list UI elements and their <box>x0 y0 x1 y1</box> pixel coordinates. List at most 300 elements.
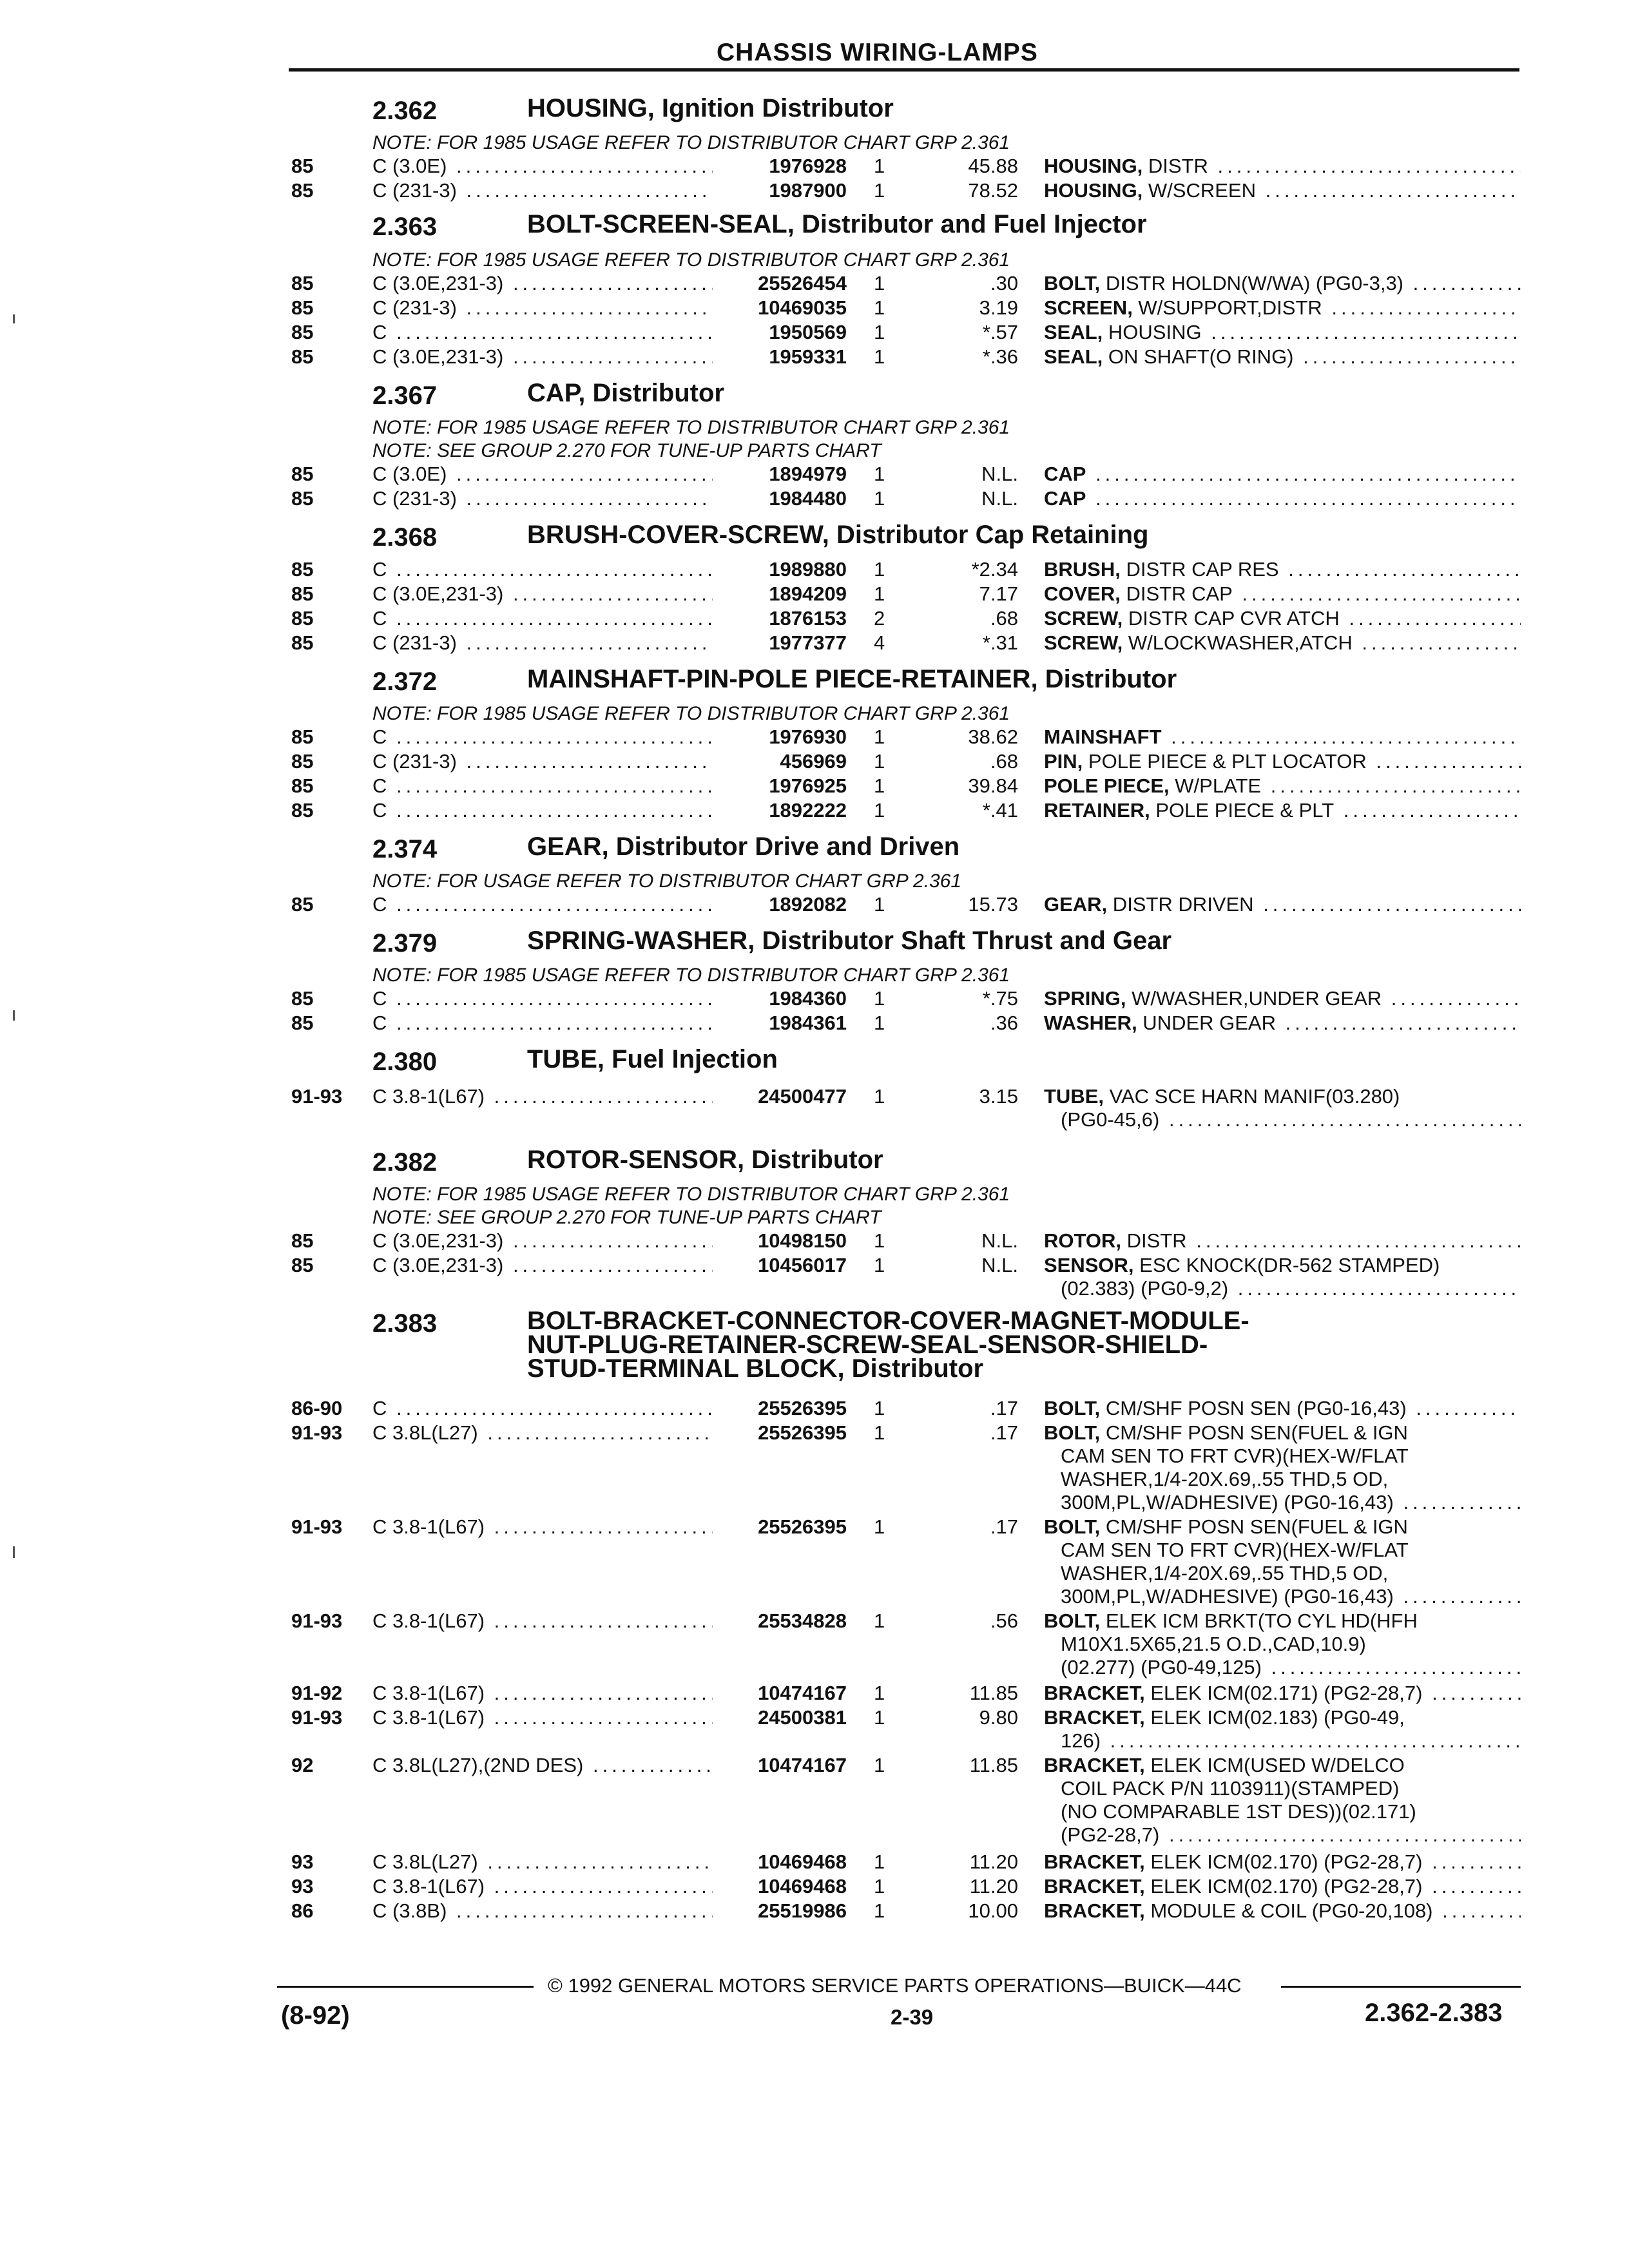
part-description <box>1044 463 1521 486</box>
part-model: C 3.8-1(L67) ..... <box>372 1875 713 1898</box>
part-year: 93 <box>291 1850 314 1873</box>
part-model: C 3.8-1(L67) ..... <box>372 1515 713 1539</box>
part-year: 91-93 <box>291 1610 343 1632</box>
part-number: 10456017 <box>758 1254 847 1276</box>
part-year: 92 <box>291 1754 314 1776</box>
part-year: 85 <box>291 463 314 485</box>
part-price: 10.00 <box>968 1899 1018 1922</box>
part-price: .36 <box>990 1012 1018 1034</box>
description-line <box>1044 799 1521 822</box>
part-number: 25526395 <box>758 1397 847 1419</box>
part-quantity: 1 <box>874 1229 885 1252</box>
description-line <box>1044 558 1521 581</box>
description-text: WASHER,1/4-20X.69,.55 THD,5 OD, <box>1061 1562 1389 1584</box>
description-line <box>1044 987 1521 1010</box>
description-line <box>1044 1633 1521 1656</box>
description-line <box>1044 1682 1521 1705</box>
part-quantity: 1 <box>874 321 885 343</box>
footer-copyright: © 1992 GENERAL MOTORS SERVICE PARTS OPERATIONS—BUICK—44C <box>548 1974 1242 1997</box>
part-price: .68 <box>990 750 1018 773</box>
part-number: 1950569 <box>769 321 847 343</box>
description-keyword: BOLT, <box>1044 1610 1101 1632</box>
description-keyword: WASHER, <box>1044 1012 1137 1034</box>
description-line <box>1044 1656 1521 1679</box>
section-title: MAINSHAFT-PIN-POLE PIECE-RETAINER, Distributor <box>527 665 1177 693</box>
description-text: 300M,PL,W/ADHESIVE) (PG0-16,43) <box>1061 1585 1394 1608</box>
section-number: 2.368 <box>372 523 438 552</box>
section-number: 2.383 <box>372 1309 438 1338</box>
section-note: NOTE: FOR 1985 USAGE REFER TO DISTRIBUTOR CHART GRP 2.361 <box>372 703 1010 724</box>
part-model: C 3.8-1(L67) ..... <box>372 1610 713 1633</box>
description-keyword: SEAL, <box>1044 321 1103 343</box>
description-line <box>1044 726 1521 749</box>
description-text: DISTR CAP <box>1120 582 1233 605</box>
scan-mark <box>13 1546 15 1558</box>
description-keyword: HOUSING, <box>1044 179 1143 202</box>
description-line <box>1044 1085 1521 1108</box>
part-number: 25534828 <box>758 1610 847 1632</box>
description-line <box>1044 1421 1521 1445</box>
part-description <box>1044 1682 1521 1705</box>
section-title: ROTOR-SENSOR, Distributor <box>527 1146 883 1174</box>
section-note: NOTE: SEE GROUP 2.270 FOR TUNE-UP PARTS CHART <box>372 440 882 461</box>
part-model: C ..... <box>372 726 713 749</box>
section-title: TUBE, Fuel Injection <box>527 1045 778 1073</box>
part-price: N.L. <box>981 1229 1018 1252</box>
part-number: 1984360 <box>769 987 847 1010</box>
description-keyword: GEAR, <box>1044 893 1108 916</box>
part-number: 1976930 <box>769 726 847 748</box>
part-quantity: 1 <box>874 1754 885 1776</box>
description-line <box>1044 1229 1521 1253</box>
description-line <box>1044 607 1521 630</box>
part-year: 85 <box>291 487 314 510</box>
description-text: CAM SEN TO FRT CVR)(HEX-W/FLAT <box>1061 1539 1409 1561</box>
part-quantity: 1 <box>874 1850 885 1873</box>
part-description <box>1044 487 1521 510</box>
part-year: 91-93 <box>291 1515 343 1538</box>
part-number: 10469468 <box>758 1875 847 1898</box>
part-model: C ..... <box>372 321 713 344</box>
part-number: 1984480 <box>769 487 847 510</box>
description-line <box>1044 1777 1521 1800</box>
part-quantity: 1 <box>874 1515 885 1538</box>
description-text: DISTR <box>1121 1229 1187 1252</box>
description-text: W/WASHER,UNDER GEAR <box>1126 987 1382 1010</box>
part-price: .17 <box>990 1515 1018 1538</box>
part-quantity: 1 <box>874 1397 885 1419</box>
part-quantity: 1 <box>874 799 885 822</box>
description-text: (PG2-28,7) <box>1061 1823 1160 1846</box>
description-text: CAM SEN TO FRT CVR)(HEX-W/FLAT <box>1061 1445 1409 1467</box>
description-line <box>1044 1108 1521 1131</box>
part-quantity: 1 <box>874 1899 885 1922</box>
description-keyword: BOLT, <box>1044 1421 1101 1444</box>
description-line <box>1044 1445 1521 1468</box>
part-description <box>1044 582 1521 606</box>
part-number: 456969 <box>780 750 847 773</box>
description-text: POLE PIECE & PLT LOCATOR <box>1083 750 1367 773</box>
part-year: 85 <box>291 179 314 202</box>
part-price: 45.88 <box>968 155 1018 177</box>
description-line <box>1044 1585 1521 1608</box>
section-number: 2.382 <box>372 1148 438 1177</box>
description-line <box>1044 1706 1521 1729</box>
description-line <box>1044 582 1521 606</box>
part-model: C (231-3) ..... <box>372 179 713 202</box>
description-keyword: RETAINER, <box>1044 799 1150 822</box>
description-text: ELEK ICM(02.183) (PG0-49, <box>1144 1706 1405 1729</box>
description-line <box>1044 321 1521 344</box>
description-text: MODULE & COIL (PG0-20,108) <box>1144 1899 1433 1922</box>
part-year: 85 <box>291 296 314 319</box>
description-line <box>1044 345 1521 369</box>
description-line <box>1044 1491 1521 1514</box>
description-keyword: BOLT, <box>1044 1397 1101 1419</box>
part-number: 1984361 <box>769 1012 847 1034</box>
part-quantity: 1 <box>874 893 885 916</box>
part-price: 38.62 <box>968 726 1018 748</box>
part-price: 15.73 <box>968 893 1018 916</box>
part-year: 91-93 <box>291 1085 343 1108</box>
part-price: .68 <box>990 607 1018 629</box>
section-title: GEAR, Distributor Drive and Driven <box>527 832 960 861</box>
part-description <box>1044 631 1521 655</box>
part-year: 91-93 <box>291 1706 343 1729</box>
part-price: *.41 <box>982 799 1018 822</box>
description-line <box>1044 487 1521 510</box>
description-line <box>1044 1539 1521 1562</box>
description-text: (PG0-45,6) <box>1061 1108 1160 1131</box>
description-text: W/SUPPORT,DISTR <box>1132 296 1322 319</box>
part-year: 85 <box>291 155 314 177</box>
part-quantity: 1 <box>874 463 885 485</box>
part-quantity: 2 <box>874 607 885 629</box>
section-number: 2.367 <box>372 381 438 410</box>
part-price: 78.52 <box>968 179 1018 202</box>
part-year: 85 <box>291 272 314 294</box>
description-line <box>1044 1823 1521 1847</box>
part-model: C ..... <box>372 558 713 581</box>
part-quantity: 1 <box>874 345 885 368</box>
description-text: CM/SHF POSN SEN(FUEL & IGN <box>1100 1421 1408 1444</box>
part-number: 1987900 <box>769 179 847 202</box>
part-year: 85 <box>291 607 314 629</box>
description-text: (02.383) (PG0-9,2) <box>1061 1277 1229 1300</box>
part-description <box>1044 1610 1521 1679</box>
part-model: C ..... <box>372 1012 713 1035</box>
part-description <box>1044 1254 1521 1300</box>
part-model: C ..... <box>372 774 713 798</box>
part-quantity: 1 <box>874 1085 885 1108</box>
description-line <box>1044 155 1521 178</box>
part-quantity: 1 <box>874 1875 885 1898</box>
scan-mark <box>13 1010 15 1021</box>
description-text: (NO COMPARABLE 1ST DES))(02.171) <box>1061 1800 1416 1823</box>
description-keyword: SEAL, <box>1044 345 1103 368</box>
part-quantity: 1 <box>874 987 885 1010</box>
description-keyword: BRACKET, <box>1044 1754 1145 1776</box>
part-year: 91-93 <box>291 1421 343 1444</box>
description-line <box>1044 463 1521 486</box>
description-line <box>1044 1875 1521 1898</box>
part-model: C (3.0E) ..... <box>372 155 713 178</box>
section-note: NOTE: FOR USAGE REFER TO DISTRIBUTOR CHART GRP 2.361 <box>372 870 962 892</box>
description-keyword: BRACKET, <box>1044 1682 1145 1704</box>
description-line <box>1044 1562 1521 1585</box>
description-keyword: CAP <box>1044 487 1086 510</box>
part-number: 1894209 <box>769 582 847 605</box>
description-line <box>1044 1610 1521 1633</box>
description-text: W/PLATE <box>1169 774 1262 797</box>
part-number: 25526395 <box>758 1515 847 1538</box>
part-price: 11.20 <box>969 1850 1018 1873</box>
description-line <box>1044 1397 1521 1420</box>
description-text: ELEK ICM(02.170) (PG2-28,7) <box>1144 1850 1423 1873</box>
part-price: 39.84 <box>968 774 1018 797</box>
part-number: 1876153 <box>769 607 847 629</box>
part-number: 1959331 <box>769 345 847 368</box>
part-number: 10474167 <box>758 1682 847 1704</box>
part-price: 3.19 <box>979 296 1018 319</box>
description-keyword: COVER, <box>1044 582 1121 605</box>
part-year: 85 <box>291 799 314 822</box>
scan-mark <box>13 314 15 323</box>
description-text: DISTR HOLDN(W/WA) (PG0-3,3) <box>1100 272 1404 294</box>
description-keyword: BOLT, <box>1044 1515 1101 1538</box>
part-price: 11.85 <box>969 1682 1018 1704</box>
part-description <box>1044 607 1521 630</box>
part-model: C ..... <box>372 799 713 822</box>
part-model: C ..... <box>372 1397 713 1420</box>
part-price: .17 <box>990 1397 1018 1419</box>
description-keyword: SENSOR, <box>1044 1254 1134 1276</box>
part-quantity: 1 <box>874 750 885 773</box>
description-text: ESC KNOCK(DR-562 STAMPED) <box>1133 1254 1440 1276</box>
part-description <box>1044 1850 1521 1874</box>
part-description <box>1044 345 1521 369</box>
description-text: HOUSING <box>1103 321 1202 343</box>
description-keyword: BRACKET, <box>1044 1706 1145 1729</box>
section-note: NOTE: FOR 1985 USAGE REFER TO DISTRIBUTOR CHART GRP 2.361 <box>372 132 1010 153</box>
part-price: *2.34 <box>971 558 1018 581</box>
part-price: 9.80 <box>979 1706 1018 1729</box>
section-number: 2.379 <box>372 929 438 957</box>
part-description <box>1044 321 1521 344</box>
description-keyword: SPRING, <box>1044 987 1126 1010</box>
section-number: 2.363 <box>372 213 438 241</box>
description-line <box>1044 1254 1521 1277</box>
part-description <box>1044 1515 1521 1608</box>
part-model: C (231-3) ..... <box>372 750 713 773</box>
part-quantity: 1 <box>874 272 885 294</box>
part-number: 24500477 <box>758 1085 847 1108</box>
part-number: 1989880 <box>769 558 847 581</box>
section-note: NOTE: FOR 1985 USAGE REFER TO DISTRIBUTOR CHART GRP 2.361 <box>372 965 1010 986</box>
section-number: 2.374 <box>372 835 438 863</box>
part-model: C (3.0E,231-3) ..... <box>372 1254 713 1277</box>
description-line <box>1044 296 1521 320</box>
part-model: C ..... <box>372 893 713 916</box>
section-title: HOUSING, Ignition Distributor <box>527 94 894 122</box>
part-year: 85 <box>291 1254 314 1276</box>
description-line <box>1044 1277 1521 1300</box>
description-keyword: HOUSING, <box>1044 155 1143 177</box>
part-number: 25526395 <box>758 1421 847 1444</box>
description-keyword: MAINSHAFT <box>1044 726 1162 748</box>
description-text: DISTR <box>1142 155 1208 177</box>
part-model: C (3.0E,231-3) ..... <box>372 272 713 295</box>
part-number: 1977377 <box>769 631 847 654</box>
part-description <box>1044 1012 1521 1035</box>
part-year: 85 <box>291 631 314 654</box>
description-text: UNDER GEAR <box>1137 1012 1276 1034</box>
part-model: C (3.8B) ..... <box>372 1899 713 1923</box>
description-line <box>1044 631 1521 655</box>
description-text: 300M,PL,W/ADHESIVE) (PG0-16,43) <box>1061 1491 1394 1514</box>
part-quantity: 1 <box>874 1610 885 1632</box>
part-year: 86 <box>291 1899 314 1922</box>
description-text: CM/SHF POSN SEN(FUEL & IGN <box>1100 1515 1408 1538</box>
section-title: CAP, Distributor <box>527 379 724 407</box>
description-line <box>1044 893 1521 916</box>
description-text: DISTR CAP RES <box>1120 558 1279 581</box>
footer-rule-left <box>277 1986 534 1988</box>
part-year: 85 <box>291 893 314 916</box>
part-description <box>1044 1706 1521 1753</box>
part-quantity: 1 <box>874 1254 885 1276</box>
part-description <box>1044 726 1521 749</box>
part-model: C (3.0E) ..... <box>372 463 713 486</box>
description-text: COIL PACK P/N 1103911)(STAMPED) <box>1061 1777 1400 1800</box>
part-model: C 3.8-1(L67) ..... <box>372 1085 713 1108</box>
part-price: N.L. <box>981 1254 1018 1276</box>
part-quantity: 1 <box>874 296 885 319</box>
part-description <box>1044 1754 1521 1847</box>
description-line <box>1044 1800 1521 1823</box>
part-quantity: 1 <box>874 1421 885 1444</box>
part-quantity: 1 <box>874 1682 885 1704</box>
part-description <box>1044 1875 1521 1898</box>
part-year: 85 <box>291 558 314 581</box>
part-quantity: 1 <box>874 1012 885 1034</box>
footer-rule-right <box>1281 1986 1521 1988</box>
description-keyword: SCREEN, <box>1044 296 1133 319</box>
part-description <box>1044 155 1521 178</box>
part-description <box>1044 1397 1521 1420</box>
part-description <box>1044 558 1521 581</box>
part-quantity: 1 <box>874 582 885 605</box>
description-line <box>1044 1850 1521 1874</box>
description-line <box>1044 1468 1521 1491</box>
section-title: SPRING-WASHER, Distributor Shaft Thrust and Gear <box>527 927 1172 955</box>
part-description <box>1044 774 1521 798</box>
description-text: M10X1.5X65,21.5 O.D.,CAD,10.9) <box>1061 1633 1366 1655</box>
description-text: (02.277) (PG0-49,125) <box>1061 1656 1262 1678</box>
part-number: 10498150 <box>758 1229 847 1252</box>
part-price: N.L. <box>981 463 1018 485</box>
part-quantity: 1 <box>874 487 885 510</box>
section-number: 2.362 <box>372 97 438 125</box>
part-number: 1976928 <box>769 155 847 177</box>
part-model: C 3.8-1(L67) ..... <box>372 1706 713 1729</box>
part-price: 11.20 <box>969 1875 1018 1898</box>
section-title: BOLT-SCREEN-SEAL, Distributor and Fuel Injector <box>527 210 1147 238</box>
part-year: 86-90 <box>291 1397 343 1419</box>
section-number: 2.380 <box>372 1048 438 1076</box>
part-year: 85 <box>291 774 314 797</box>
part-price: *.75 <box>982 987 1018 1010</box>
description-line <box>1044 1012 1521 1035</box>
part-number: 25526454 <box>758 272 847 294</box>
part-description <box>1044 179 1521 202</box>
part-year: 91-92 <box>291 1682 343 1704</box>
part-quantity: 1 <box>874 726 885 748</box>
part-description <box>1044 296 1521 320</box>
description-keyword: BOLT, <box>1044 272 1101 294</box>
description-text: POLE PIECE & PLT <box>1150 799 1335 822</box>
description-keyword: POLE PIECE, <box>1044 774 1170 797</box>
part-year: 93 <box>291 1875 314 1898</box>
part-model: C (231-3) ..... <box>372 631 713 655</box>
footer-date: (8-92) <box>281 2001 350 2030</box>
description-line <box>1044 1515 1521 1539</box>
part-description <box>1044 750 1521 773</box>
part-number: 1892082 <box>769 893 847 916</box>
part-price: .56 <box>990 1610 1018 1632</box>
part-model: C (3.0E,231-3) ..... <box>372 1229 713 1253</box>
footer-page-number: 2-39 <box>891 2005 934 2029</box>
part-number: 10469035 <box>758 296 847 319</box>
part-price: *.31 <box>982 631 1018 654</box>
part-number: 24500381 <box>758 1706 847 1729</box>
part-description <box>1044 987 1521 1010</box>
description-text: VAC SCE HARN MANIF(03.280) <box>1104 1085 1400 1108</box>
section-title: BRUSH-COVER-SCREW, Distributor Cap Retaining <box>527 521 1149 549</box>
description-line <box>1044 1729 1521 1753</box>
description-text: DISTR CAP CVR ATCH <box>1123 607 1340 629</box>
part-description <box>1044 799 1521 822</box>
description-keyword: TUBE, <box>1044 1085 1104 1108</box>
part-model: C 3.8-1(L67) ..... <box>372 1682 713 1705</box>
description-text: WASHER,1/4-20X.69,.55 THD,5 OD, <box>1061 1468 1389 1490</box>
part-model: C (231-3) ..... <box>372 487 713 510</box>
description-keyword: BRUSH, <box>1044 558 1121 581</box>
part-model: C 3.8L(L27) ..... <box>372 1421 713 1445</box>
description-line <box>1044 179 1521 202</box>
description-keyword: BRACKET, <box>1044 1850 1145 1873</box>
section-note: NOTE: FOR 1985 USAGE REFER TO DISTRIBUTOR CHART GRP 2.361 <box>372 1184 1010 1205</box>
part-model: C ..... <box>372 607 713 630</box>
description-line <box>1044 1899 1521 1923</box>
description-text: DISTR DRIVEN <box>1107 893 1254 916</box>
description-text: CM/SHF POSN SEN (PG0-16,43) <box>1100 1397 1407 1419</box>
part-description <box>1044 1085 1521 1131</box>
section-number: 2.372 <box>372 668 438 696</box>
description-text: ON SHAFT(O RING) <box>1103 345 1294 368</box>
section-note: NOTE: FOR 1985 USAGE REFER TO DISTRIBUTOR CHART GRP 2.361 <box>372 417 1010 438</box>
part-price: *.36 <box>982 345 1018 368</box>
part-description <box>1044 893 1521 916</box>
part-number: 10469468 <box>758 1850 847 1873</box>
part-year: 85 <box>291 726 314 748</box>
page-header-title: CHASSIS WIRING-LAMPS <box>717 39 1038 66</box>
part-description <box>1044 1229 1521 1253</box>
description-keyword: SCREW, <box>1044 631 1123 654</box>
description-keyword: SCREW, <box>1044 607 1123 629</box>
part-year: 85 <box>291 345 314 368</box>
description-keyword: ROTOR, <box>1044 1229 1121 1252</box>
